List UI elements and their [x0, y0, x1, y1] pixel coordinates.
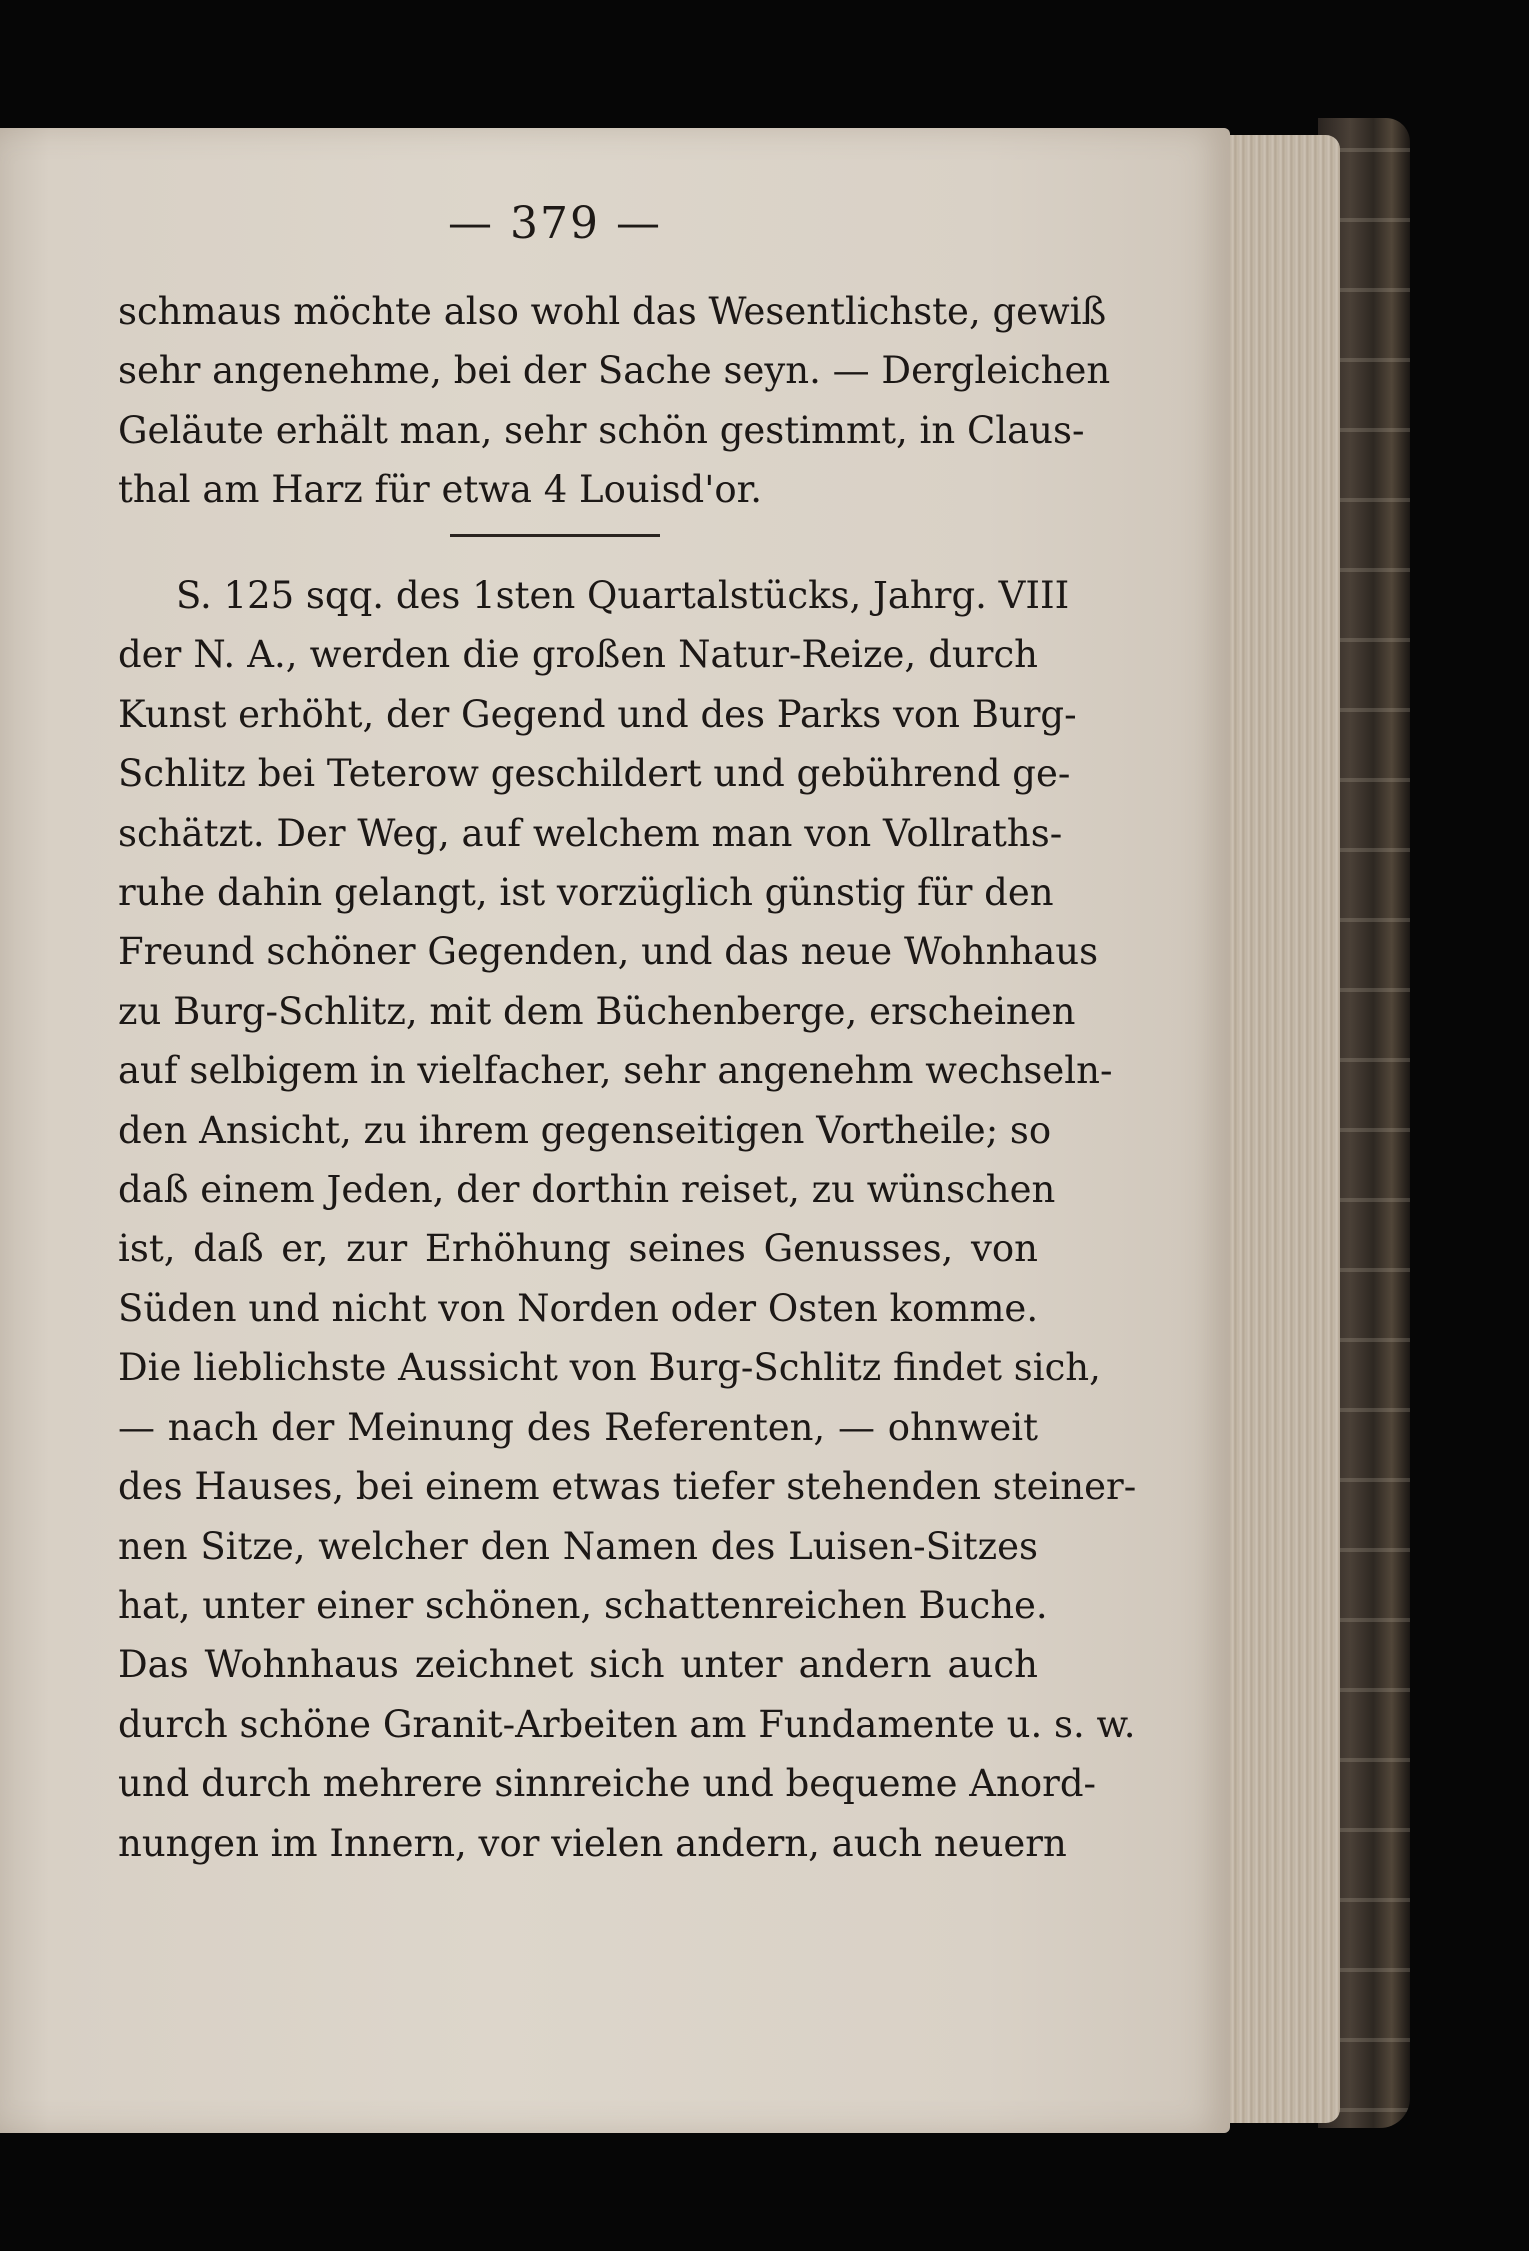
text-line: zu Burg-Schlitz, mit dem Büchenberge, erscheinen [118, 989, 1076, 1033]
page-fore-edge [1222, 135, 1340, 2123]
text-line: hat, unter einer schönen, schattenreichen Buche. [118, 1583, 1048, 1627]
text-line: schmaus möchte also wohl das Wesentlichste, gewiß [118, 290, 1107, 333]
page-number: — 379 — [448, 198, 662, 249]
text-line: auf selbigem in vielfacher, sehr angenehm wechseln- [118, 1049, 1113, 1093]
text-line: schätzt. Der Weg, auf welchem man von Vollraths- [118, 811, 1063, 855]
text-line: sehr angenehme, bei der Sache seyn. — Dergleichen [118, 349, 1111, 393]
text-line: des Hauses, bei einem etwas tiefer stehenden steiner- [118, 1465, 1137, 1509]
text-line: daß einem Jeden, der dorthin reiset, zu wünschen [118, 1168, 1056, 1212]
text-line: und durch mehrere sinnreiche und bequeme Anord- [118, 1762, 1097, 1806]
text-line: durch schöne Granit-Arbeiten am Fundamente u. s. w. [118, 1702, 1136, 1746]
text-line: Freund schöner Gegenden, und das neue Wohnhaus [118, 930, 1099, 974]
text-line: Das Wohnhaus zeichnet sich unter andern auch [118, 1643, 1038, 1687]
text-line: Geläute erhält man, sehr schön gestimmt, in Claus- [118, 408, 1085, 452]
text-line: Kunst erhöht, der Gegend und des Parks von Burg- [118, 692, 1077, 736]
text-line: der N. A., werden die großen Natur-Reize, durch [118, 633, 1038, 677]
paragraph-2 [118, 566, 1137, 1873]
text-line: Die lieblichste Aussicht von Burg-Schlitz findet sich, [118, 1346, 1101, 1390]
text-line: ruhe dahin gelangt, ist vorzüglich günstig für den [118, 871, 1054, 915]
text-line: S. 125 sqq. des 1sten Quartalstücks, Jahrg. VIII [176, 574, 1070, 617]
text-line: den Ansicht, zu ihrem gegenseitigen Vortheile; so [118, 1108, 1052, 1152]
paragraph-1 [118, 282, 1111, 520]
text-line: thal am Harz für etwa 4 Louisd'or. [118, 468, 763, 512]
section-divider [450, 534, 660, 537]
text-line: — nach der Meinung des Referenten, — ohnweit [118, 1405, 1038, 1449]
text-line: ist, daß er, zur Erhöhung seines Genusses, von [118, 1227, 1038, 1271]
text-line: Süden und nicht von Norden oder Osten komme. [118, 1286, 1039, 1330]
text-line: nungen im Innern, vor vielen andern, auch neuern [118, 1821, 1067, 1865]
text-line: nen Sitze, welcher den Namen des Luisen-Sitzes [118, 1524, 1038, 1568]
text-line: Schlitz bei Teterow geschildert und gebührend ge- [118, 752, 1071, 796]
